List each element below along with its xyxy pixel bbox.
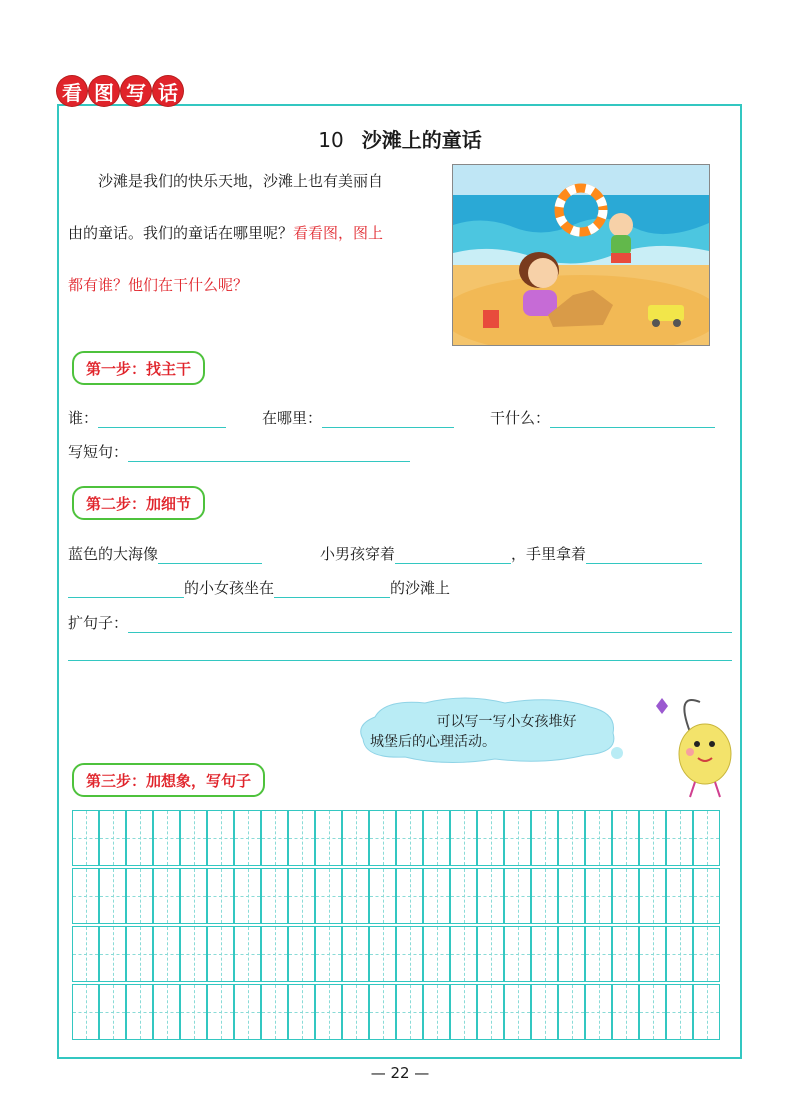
grid-cell[interactable] — [450, 868, 477, 924]
grid-cell[interactable] — [396, 926, 423, 982]
intro-text: 由的童话。我们的童话在哪里呢？ — [68, 224, 294, 242]
grid-cell[interactable] — [693, 926, 720, 982]
grid-cell[interactable] — [558, 984, 585, 1040]
grid-row — [72, 984, 728, 1042]
grid-cell[interactable] — [396, 984, 423, 1040]
grid-cell[interactable] — [369, 868, 396, 924]
grid-cell[interactable] — [180, 984, 207, 1040]
grid-cell[interactable] — [585, 868, 612, 924]
sea-row — [68, 543, 262, 564]
grid-cell[interactable] — [585, 984, 612, 1040]
expand-extra-line[interactable] — [68, 660, 732, 661]
grid-cell[interactable] — [180, 926, 207, 982]
grid-cell[interactable] — [153, 868, 180, 924]
lesson-number: 10 — [318, 128, 344, 152]
grid-cell[interactable] — [72, 810, 99, 866]
expand-blank[interactable] — [128, 614, 732, 633]
doing-label: 干什么： — [490, 409, 551, 427]
grid-cell[interactable] — [639, 868, 666, 924]
grid-cell[interactable] — [315, 926, 342, 982]
grid-row — [72, 810, 728, 868]
grid-cell[interactable] — [261, 984, 288, 1040]
grid-cell[interactable] — [477, 926, 504, 982]
grid-cell[interactable] — [693, 868, 720, 924]
grid-cell[interactable] — [153, 810, 180, 866]
grid-cell[interactable] — [315, 810, 342, 866]
grid-cell[interactable] — [504, 810, 531, 866]
grid-cell[interactable] — [126, 926, 153, 982]
grid-cell[interactable] — [261, 868, 288, 924]
grid-cell[interactable] — [234, 868, 261, 924]
grid-cell[interactable] — [477, 810, 504, 866]
grid-cell[interactable] — [612, 984, 639, 1040]
place-blank[interactable] — [274, 579, 390, 598]
grid-cell[interactable] — [423, 926, 450, 982]
grid-cell[interactable] — [99, 868, 126, 924]
where-label: 在哪里： — [262, 409, 323, 427]
grid-cell[interactable] — [315, 868, 342, 924]
page-number: — 22 — — [370, 1064, 430, 1082]
grid-cell[interactable] — [558, 926, 585, 982]
grid-cell[interactable] — [288, 984, 315, 1040]
grid-cell[interactable] — [180, 810, 207, 866]
grid-cell[interactable] — [261, 810, 288, 866]
grid-cell[interactable] — [693, 984, 720, 1040]
grid-cell[interactable] — [126, 984, 153, 1040]
grid-cell[interactable] — [153, 984, 180, 1040]
where-field-row — [262, 407, 454, 428]
grid-cell[interactable] — [288, 868, 315, 924]
writing-grid[interactable] — [72, 810, 728, 1042]
girl-sit-label: 的小女孩坐在 — [184, 579, 275, 597]
boy-label: 小男孩穿着 — [320, 545, 396, 563]
grid-cell[interactable] — [234, 984, 261, 1040]
sea-label: 蓝色的大海像 — [68, 545, 159, 563]
doing-blank[interactable] — [550, 409, 715, 428]
grid-cell[interactable] — [72, 868, 99, 924]
grid-cell[interactable] — [99, 810, 126, 866]
grid-cell[interactable] — [612, 868, 639, 924]
grid-cell[interactable] — [72, 984, 99, 1040]
grid-cell[interactable] — [342, 984, 369, 1040]
holding-label: ，手里拿着 — [511, 545, 587, 563]
grid-cell[interactable] — [450, 984, 477, 1040]
grid-cell[interactable] — [666, 926, 693, 982]
grid-cell[interactable] — [342, 868, 369, 924]
grid-cell[interactable] — [99, 984, 126, 1040]
grid-cell[interactable] — [180, 868, 207, 924]
grid-cell[interactable] — [126, 868, 153, 924]
tip-line: 城堡后的心理活动。 — [370, 734, 496, 750]
lesson-title: 沙滩上的童话 — [361, 128, 482, 152]
grid-cell[interactable] — [531, 926, 558, 982]
short-sentence-label: 写短句： — [68, 443, 129, 461]
grid-cell[interactable] — [423, 810, 450, 866]
grid-cell[interactable] — [234, 926, 261, 982]
section-badges — [57, 76, 183, 106]
grid-cell[interactable] — [558, 868, 585, 924]
grid-cell[interactable] — [450, 926, 477, 982]
grid-cell[interactable] — [531, 868, 558, 924]
grid-cell[interactable] — [639, 926, 666, 982]
grid-cell[interactable] — [342, 926, 369, 982]
sea-blank[interactable] — [158, 545, 262, 564]
intro-line — [68, 207, 428, 259]
grid-cell[interactable] — [612, 810, 639, 866]
grid-cell[interactable] — [504, 868, 531, 924]
beach-label: 的沙滩上 — [390, 579, 451, 597]
grid-cell[interactable] — [396, 868, 423, 924]
grid-cell[interactable] — [423, 868, 450, 924]
short-sentence-row — [68, 441, 410, 462]
grid-cell[interactable] — [207, 810, 234, 866]
where-blank[interactable] — [322, 409, 454, 428]
badge-char: 看 — [57, 76, 87, 106]
badge-char: 话 — [153, 76, 183, 106]
tip-line: 可以写一写小女孩堆好 — [436, 714, 577, 730]
grid-cell[interactable] — [396, 810, 423, 866]
grid-cell[interactable] — [504, 984, 531, 1040]
grid-cell[interactable] — [207, 984, 234, 1040]
who-blank[interactable] — [98, 409, 226, 428]
badge-char: 图 — [89, 76, 119, 106]
grid-cell[interactable] — [585, 926, 612, 982]
intro-line: 沙滩是我们的快乐天地，沙滩上也有美丽自 — [98, 172, 384, 190]
grid-row — [72, 926, 728, 984]
grid-cell[interactable] — [666, 810, 693, 866]
expand-label: 扩句子： — [68, 614, 129, 632]
beach-scene-image — [453, 165, 709, 345]
grid-cell[interactable] — [477, 984, 504, 1040]
intro-prompt: 看看图，图上 — [293, 224, 384, 242]
intro-prompt: 都有谁？他们在干什么呢？ — [68, 276, 249, 294]
intro-paragraph — [68, 155, 428, 311]
grid-cell[interactable] — [315, 984, 342, 1040]
grid-cell[interactable] — [531, 984, 558, 1040]
page-title — [0, 124, 800, 153]
grid-cell[interactable] — [99, 926, 126, 982]
holding-blank[interactable] — [586, 545, 702, 564]
grid-cell[interactable] — [423, 984, 450, 1040]
short-sentence-blank[interactable] — [128, 443, 410, 462]
mascot-icon — [650, 692, 738, 802]
grid-cell[interactable] — [612, 926, 639, 982]
grid-cell[interactable] — [585, 810, 612, 866]
step2-label: 第二步：加细节 — [72, 486, 205, 520]
beach-illustration — [452, 164, 710, 346]
grid-cell[interactable] — [477, 868, 504, 924]
boy-row — [320, 543, 702, 564]
grid-cell[interactable] — [369, 810, 396, 866]
grid-cell[interactable] — [666, 868, 693, 924]
badge-char: 写 — [121, 76, 151, 106]
grid-cell[interactable] — [693, 810, 720, 866]
grid-cell[interactable] — [261, 926, 288, 982]
grid-cell[interactable] — [288, 926, 315, 982]
step3-label: 第三步：加想象，写句子 — [72, 763, 265, 797]
grid-cell[interactable] — [450, 810, 477, 866]
grid-cell[interactable] — [342, 810, 369, 866]
grid-cell[interactable] — [72, 926, 99, 982]
grid-cell[interactable] — [207, 926, 234, 982]
who-field-row — [68, 407, 226, 428]
grid-cell[interactable] — [207, 868, 234, 924]
grid-cell[interactable] — [369, 926, 396, 982]
grid-cell[interactable] — [369, 984, 396, 1040]
tip-text — [360, 712, 625, 752]
grid-cell[interactable] — [504, 926, 531, 982]
expand-row — [68, 612, 732, 633]
boy-blank[interactable] — [395, 545, 511, 564]
grid-cell[interactable] — [639, 984, 666, 1040]
doing-field-row — [490, 407, 715, 428]
girl-blank[interactable] — [68, 579, 184, 598]
grid-cell[interactable] — [639, 810, 666, 866]
grid-cell[interactable] — [531, 810, 558, 866]
grid-cell[interactable] — [288, 810, 315, 866]
grid-cell[interactable] — [666, 984, 693, 1040]
grid-cell[interactable] — [234, 810, 261, 866]
grid-cell[interactable] — [126, 810, 153, 866]
grid-cell[interactable] — [153, 926, 180, 982]
grid-cell[interactable] — [558, 810, 585, 866]
who-label: 谁： — [68, 409, 99, 427]
girl-row — [68, 577, 450, 598]
step1-label: 第一步：找主干 — [72, 351, 205, 385]
grid-row — [72, 868, 728, 926]
